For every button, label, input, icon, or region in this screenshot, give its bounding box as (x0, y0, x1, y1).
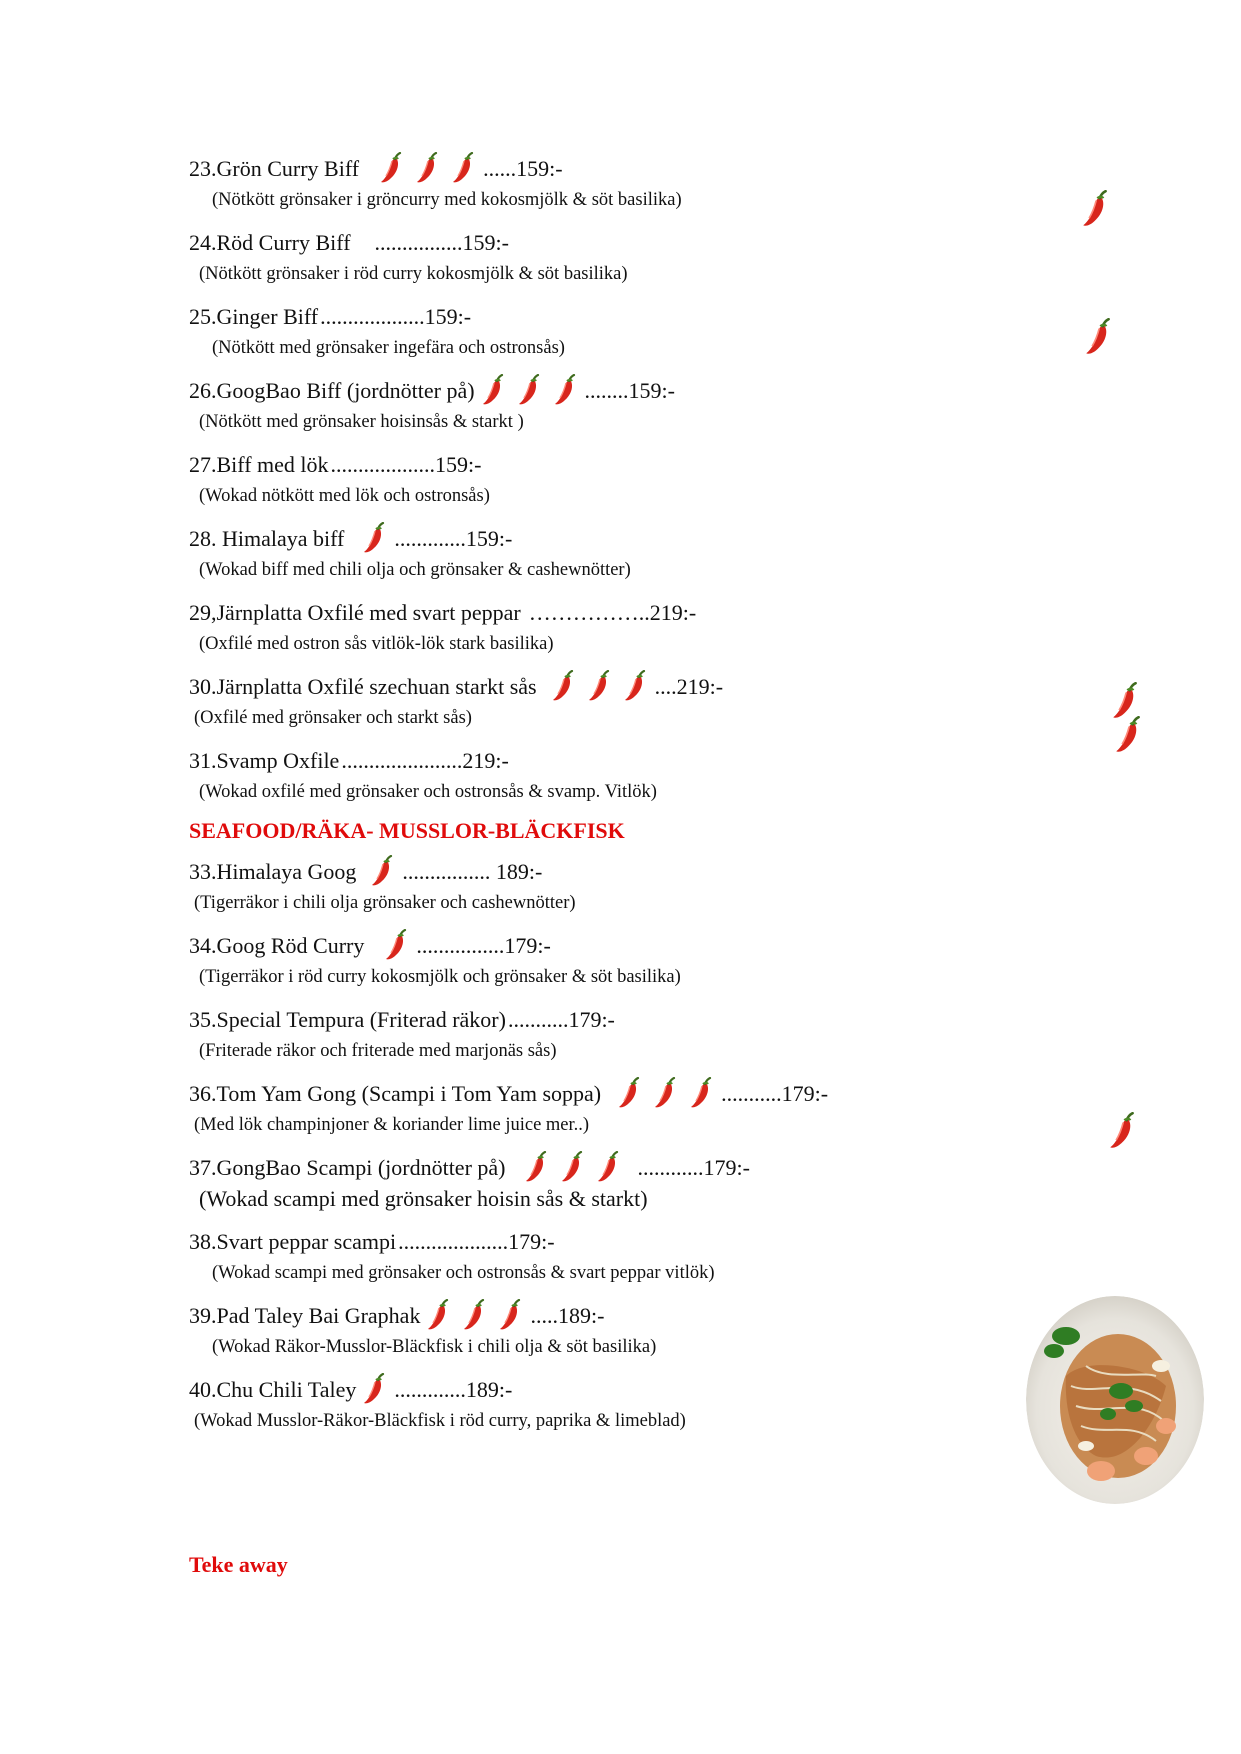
dish-price: ....................179:- (398, 1228, 555, 1254)
dish-title-row (189, 446, 1009, 483)
menu-item (189, 446, 1009, 520)
menu-item (189, 742, 1009, 816)
menu-item (189, 927, 1009, 1001)
section-heading: SEAFOOD/RÄKA- MUSSLOR-BLÄCKFISK (189, 818, 625, 843)
dish-name: 33.Himalaya Goog (189, 858, 357, 884)
dish-name: 23.Grön Curry Biff (189, 155, 360, 181)
dish-description: (Wokad oxfilé med grönsaker och ostronsås & svamp. Vitlök) (199, 782, 657, 802)
chili-pepper-icon (623, 670, 647, 704)
dish-price: ................159:- (374, 229, 509, 255)
dish-description: (Med lök champinjoner & koriander lime juice mer..) (194, 1115, 590, 1135)
menu-item (189, 594, 1009, 668)
dish-price: ...........179:- (507, 1006, 615, 1032)
dish-price: ...........179:- (721, 1080, 829, 1106)
dish-title-row (189, 520, 1009, 557)
dish-title-row (189, 298, 1009, 335)
dish-name: 37.GongBao Scampi (jordnötter på) (189, 1154, 506, 1180)
dish-name: 27.Biff med lök (189, 451, 329, 477)
menu-item (189, 1001, 1009, 1075)
dish-name: 30.Järnplatta Oxfilé szechuan starkt sås (189, 673, 537, 699)
dish-price: ................179:- (416, 932, 551, 958)
chili-pepper-icon (689, 1077, 713, 1111)
chili-pepper-icon (362, 522, 386, 556)
dish-price: ......................219:- (341, 747, 509, 773)
dish-title-row (189, 1223, 1009, 1260)
chili-pepper-icon (596, 1151, 620, 1185)
dish-description: (Tigerräkor i chili olja grönsaker och cashewnötter) (194, 893, 576, 913)
dish-price: ....219:- (654, 673, 724, 699)
dish-title-row (189, 742, 1009, 779)
chili-pepper-icon (362, 1373, 386, 1407)
chili-pepper-icon (1080, 190, 1110, 230)
menu-item (189, 224, 1009, 298)
chili-pepper-icon (1083, 318, 1113, 358)
chili-pepper-icon (451, 152, 475, 186)
chili-pepper-icon (370, 855, 394, 889)
dish-description: (Nötkött med grönsaker ingefära och ostronsås) (212, 338, 565, 358)
dish-description: (Wokad Musslor-Räkor-Bläckfisk i röd curry, paprika & limeblad) (194, 1411, 686, 1431)
chili-pepper-icon (617, 1077, 641, 1111)
dish-price: ............179:- (637, 1154, 750, 1180)
dish-price: ……………..219:- (528, 599, 697, 625)
dish-description: (Oxfilé med ostron sås vitlök-lök stark basilika) (199, 634, 554, 654)
dish-name: 28. Himalaya biff (189, 525, 345, 551)
menu-item (189, 1075, 1009, 1149)
dish-name: 36.Tom Yam Gong (Scampi i Tom Yam soppa) (189, 1080, 602, 1106)
chili-pepper-icon (384, 929, 408, 963)
dish-price: ...................159:- (320, 303, 472, 329)
dish-name: 38.Svart peppar scampi (189, 1228, 397, 1254)
chili-pepper-icon (587, 670, 611, 704)
menu-item (189, 372, 1009, 446)
dish-name: 26.GoogBao Biff (jordnötter på) (189, 377, 475, 403)
chili-pepper-icon (524, 1151, 548, 1185)
dish-price: .............159:- (394, 525, 513, 551)
chili-pepper-icon (415, 152, 439, 186)
dish-name: 40.Chu Chili Taley (189, 1376, 357, 1402)
dish-name: 24.Röd Curry Biff (189, 229, 351, 255)
menu-item (189, 520, 1009, 594)
dish-name: 31.Svamp Oxfile (189, 747, 340, 773)
chili-pepper-icon (1107, 1112, 1137, 1152)
dish-name: 34.Goog Röd Curry (189, 932, 365, 958)
menu-item (189, 150, 1009, 224)
dish-price: ................ 189:- (402, 858, 543, 884)
menu-list (189, 150, 1009, 1445)
chili-pepper-icon (379, 152, 403, 186)
dish-title-row (189, 224, 1009, 261)
menu-item (189, 668, 1009, 742)
dish-description: (Oxfilé med grönsaker och starkt sås) (194, 708, 472, 728)
chili-pepper-icon (462, 1299, 486, 1333)
takeaway-label: Teke away (189, 1552, 288, 1577)
menu-item (189, 1223, 1009, 1297)
dish-description: (Wokad scampi med grönsaker och ostronsås & svart peppar vitlök) (212, 1263, 715, 1283)
chili-pepper-icon (560, 1151, 584, 1185)
dish-title-row (189, 1371, 1009, 1408)
menu-item (189, 298, 1009, 372)
dish-name: 35.Special Tempura (Friterad räkor) (189, 1006, 506, 1032)
dish-description: (Nötkött grönsaker i röd curry kokosmjölk & söt basilika) (199, 264, 628, 284)
chili-pepper-icon (653, 1077, 677, 1111)
chili-pepper-icon (481, 374, 505, 408)
dish-description: (Nötkött grönsaker i gröncurry med kokosmjölk & söt basilika) (212, 190, 682, 210)
dish-price: ........159:- (584, 377, 675, 403)
dish-title-row (189, 1001, 1009, 1038)
dish-title-row (189, 1149, 1009, 1186)
dish-title-row (189, 927, 1009, 964)
chili-pepper-icon (498, 1299, 522, 1333)
dish-name: 29,Järnplatta Oxfilé med svart peppar (189, 599, 521, 625)
menu-item (189, 853, 1009, 927)
chili-pepper-icon (553, 374, 577, 408)
dish-title-row (189, 594, 1009, 631)
dish-description: (Friterade räkor och friterade med marjonäs sås) (199, 1041, 557, 1061)
menu-item (189, 1371, 1009, 1445)
dish-description: (Tigerräkor i röd curry kokosmjölk och grönsaker & söt basilika) (199, 967, 681, 987)
dish-title-row (189, 150, 1009, 187)
dish-description: (Nötkött med grönsaker hoisinsås & starkt ) (199, 412, 524, 432)
dish-title-row (189, 668, 1009, 705)
dish-title-row (189, 1297, 1009, 1334)
chili-pepper-icon (1113, 716, 1143, 756)
chili-pepper-icon (426, 1299, 450, 1333)
dish-name: 25.Ginger Biff (189, 303, 319, 329)
chili-pepper-icon (551, 670, 575, 704)
dish-title-row (189, 853, 1009, 890)
seafood-dish-photo (1026, 1296, 1204, 1504)
menu-item (189, 1297, 1009, 1371)
dish-description: (Wokad nötkött med lök och ostronsås) (199, 486, 490, 506)
dish-price: ...................159:- (330, 451, 482, 477)
dish-price: .....189:- (530, 1302, 605, 1328)
dish-price: ......159:- (483, 155, 563, 181)
dish-description: (Wokad Räkor-Musslor-Bläckfisk i chili olja & söt basilika) (212, 1337, 657, 1357)
menu-item (189, 1149, 1009, 1223)
dish-description: (Wokad biff med chili olja och grönsaker & cashewnötter) (199, 560, 631, 580)
dish-title-row (189, 372, 1009, 409)
dish-description: (Wokad scampi med grönsaker hoisin sås & starkt) (199, 1186, 648, 1211)
dish-title-row (189, 1075, 1009, 1112)
dish-price: .............189:- (394, 1376, 513, 1402)
dish-name: 39.Pad Taley Bai Graphak (189, 1302, 421, 1328)
chili-pepper-icon (517, 374, 541, 408)
